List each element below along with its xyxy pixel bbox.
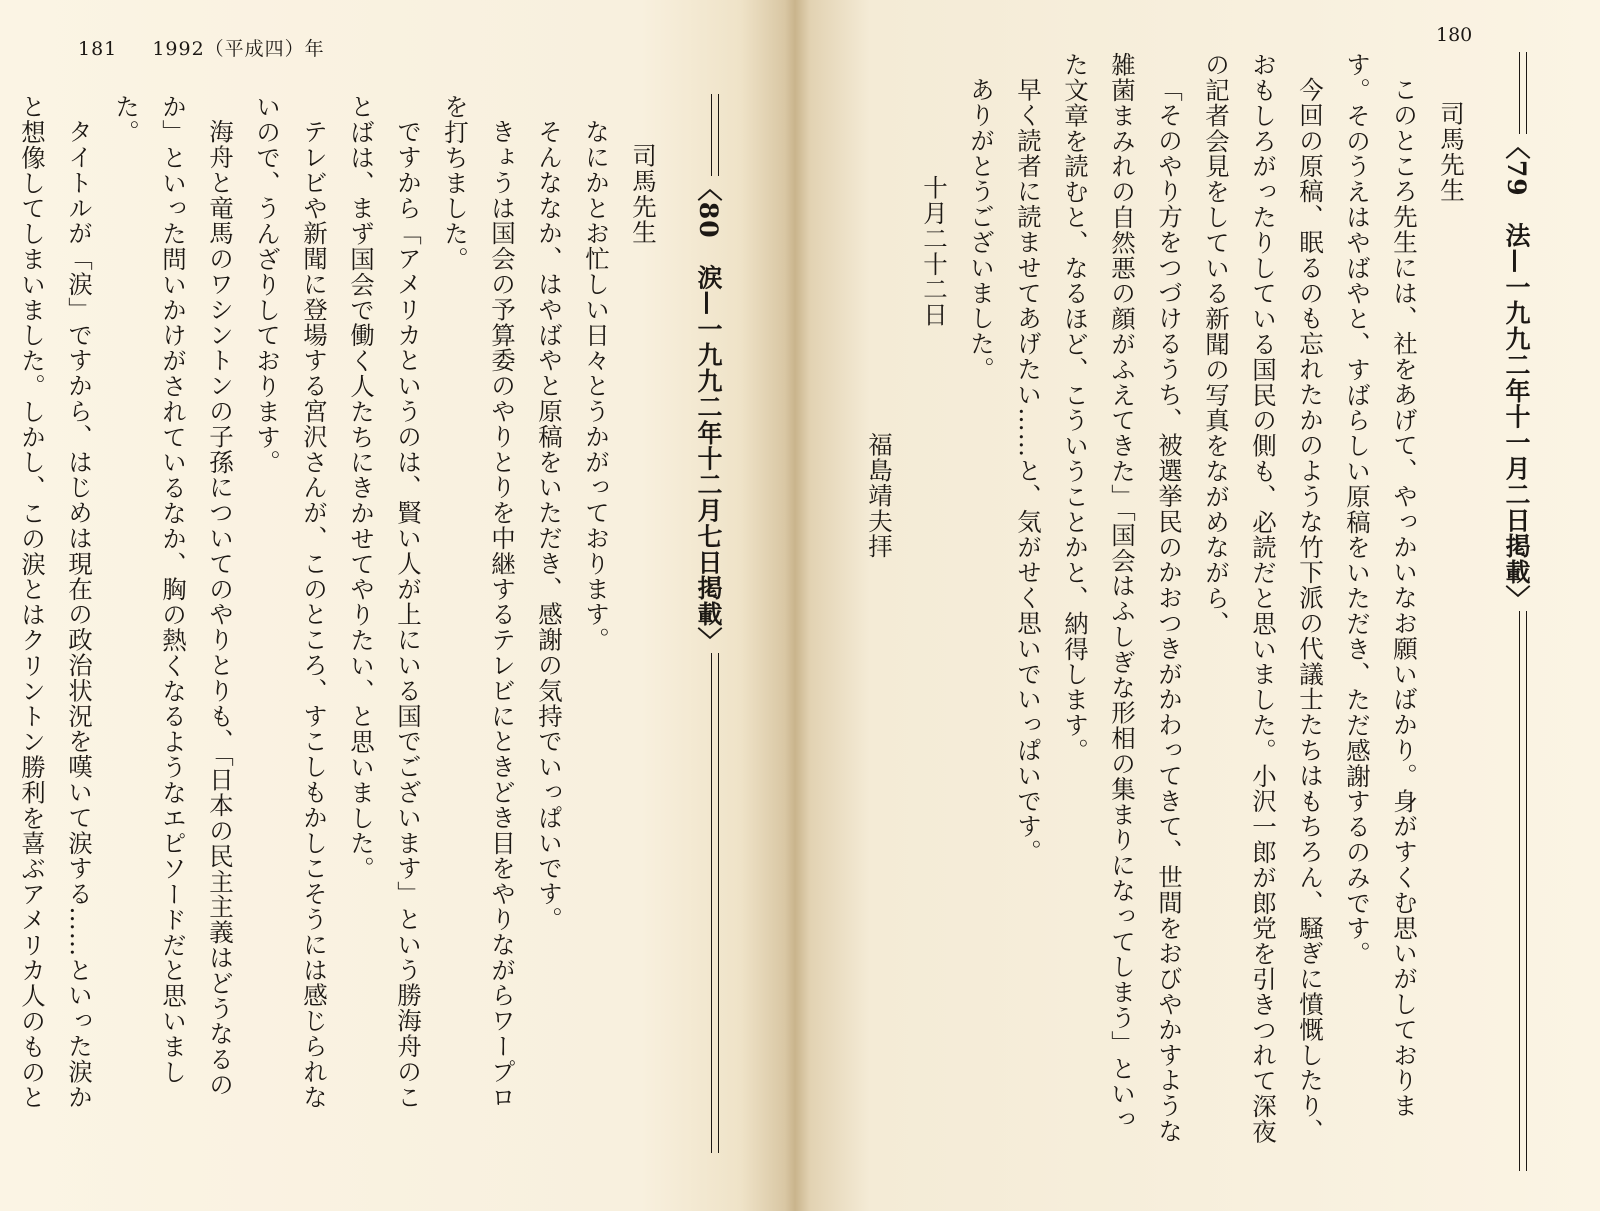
paragraph: きょうは国会の予算委のやりとりを中継するテレビにときどき目をやりながらワープロを打ちました。	[441, 94, 517, 1110]
paragraph: そんななか、はやばやと原稿をいただき、感謝の気持でいっぱいです。	[535, 118, 564, 932]
right-page	[800, 0, 1600, 1211]
paragraph: 「そのやり方をつづけるうち、被選挙民のかおつきがかわってきて、世間をおびやかすような雑菌まみれの自然悪の顔がふえてきた」「国会はふしぎな形相の集まりになってしまう」といった文章を読むと、なるほど、こういうことかと、納得します。	[1061, 52, 1184, 1144]
paragraph: ですから「アメリカというのは、賢い人が上にいる国でございます」という勝海舟のことばは、まず国会で働く人たちにきかせてやりたい、と思いました。	[347, 94, 423, 1110]
paragraph: なにかとお忙しい日々とうかがっております。	[582, 118, 611, 652]
paragraph: 今回の原稿、眠るのも忘れたかのような竹下派の代議士たちはもちろん、騒ぎに憤慨したり、おもしろがったりしている国民の側も、必読だと思いました。小沢一郎が郎党を引きつれて深夜の記者会見をしている新聞の写真をながめながら、	[1202, 52, 1325, 1145]
paragraph: ありがとうございました。	[967, 76, 996, 382]
paragraph: タイトルが「涙」ですから、はじめは現在の政治状況を嘆いて涙する……といった涙かと想像してしまいました。しかし、この涙とはクリントン勝利を喜ぶアメリカ人のものと	[18, 94, 94, 1110]
left-page	[0, 0, 790, 1211]
double-rule-ornament	[1519, 611, 1527, 1171]
double-rule-ornament	[711, 653, 719, 1153]
right-page-body	[824, 52, 1540, 1152]
paragraph: テレビや新聞に登場する宮沢さんが、このところ、すこしもかしこそうには感じられないので、うんざりしております。	[253, 94, 329, 1110]
paragraph: 早く読者に読ませてあげたい……と、気がせく思いでいっぱいです。	[1014, 76, 1043, 864]
article-number: 79	[1502, 159, 1531, 197]
page-number-right: 180	[1436, 24, 1473, 46]
article-title: 法—一九九二年十一月二日掲載	[1502, 222, 1531, 586]
double-rule-ornament	[1519, 52, 1527, 134]
paragraph: 海舟と竜馬のワシントンの子孫についてのやりとりも、「日本の民主主義はどうなるのか」といった問いかけがされているなか、胸の熱くなるようなエピソードだと思いました。	[112, 94, 235, 1097]
article-heading-79: 〈79 法—一九九二年十一月二日掲載〉	[1493, 52, 1540, 1152]
letter-date: 十月二十二日	[920, 174, 949, 327]
left-page-body	[9, 94, 732, 1124]
article-number: 80	[694, 201, 723, 239]
salutation: 司馬先生	[629, 143, 658, 245]
article-title: 涙—一九九二年十二月七日掲載	[694, 264, 723, 628]
running-head-title: 1992（平成四）年	[152, 38, 325, 60]
article-heading-80: 〈80 涙—一九九二年十二月七日掲載〉	[685, 94, 732, 1124]
paragraph: このところ先生には、社をあげて、やっかいなお願いばかり。身がすくむ思いがしております。そのうえはやばやと、すばらしい原稿をいただき、ただ感謝するのみです。	[1343, 52, 1419, 1118]
letter-signature: 福島靖夫拝	[865, 431, 894, 559]
salutation: 司馬先生	[1437, 101, 1466, 203]
running-head	[78, 34, 325, 61]
double-rule-ornament	[711, 94, 719, 176]
page-number-left: 181	[78, 38, 118, 60]
